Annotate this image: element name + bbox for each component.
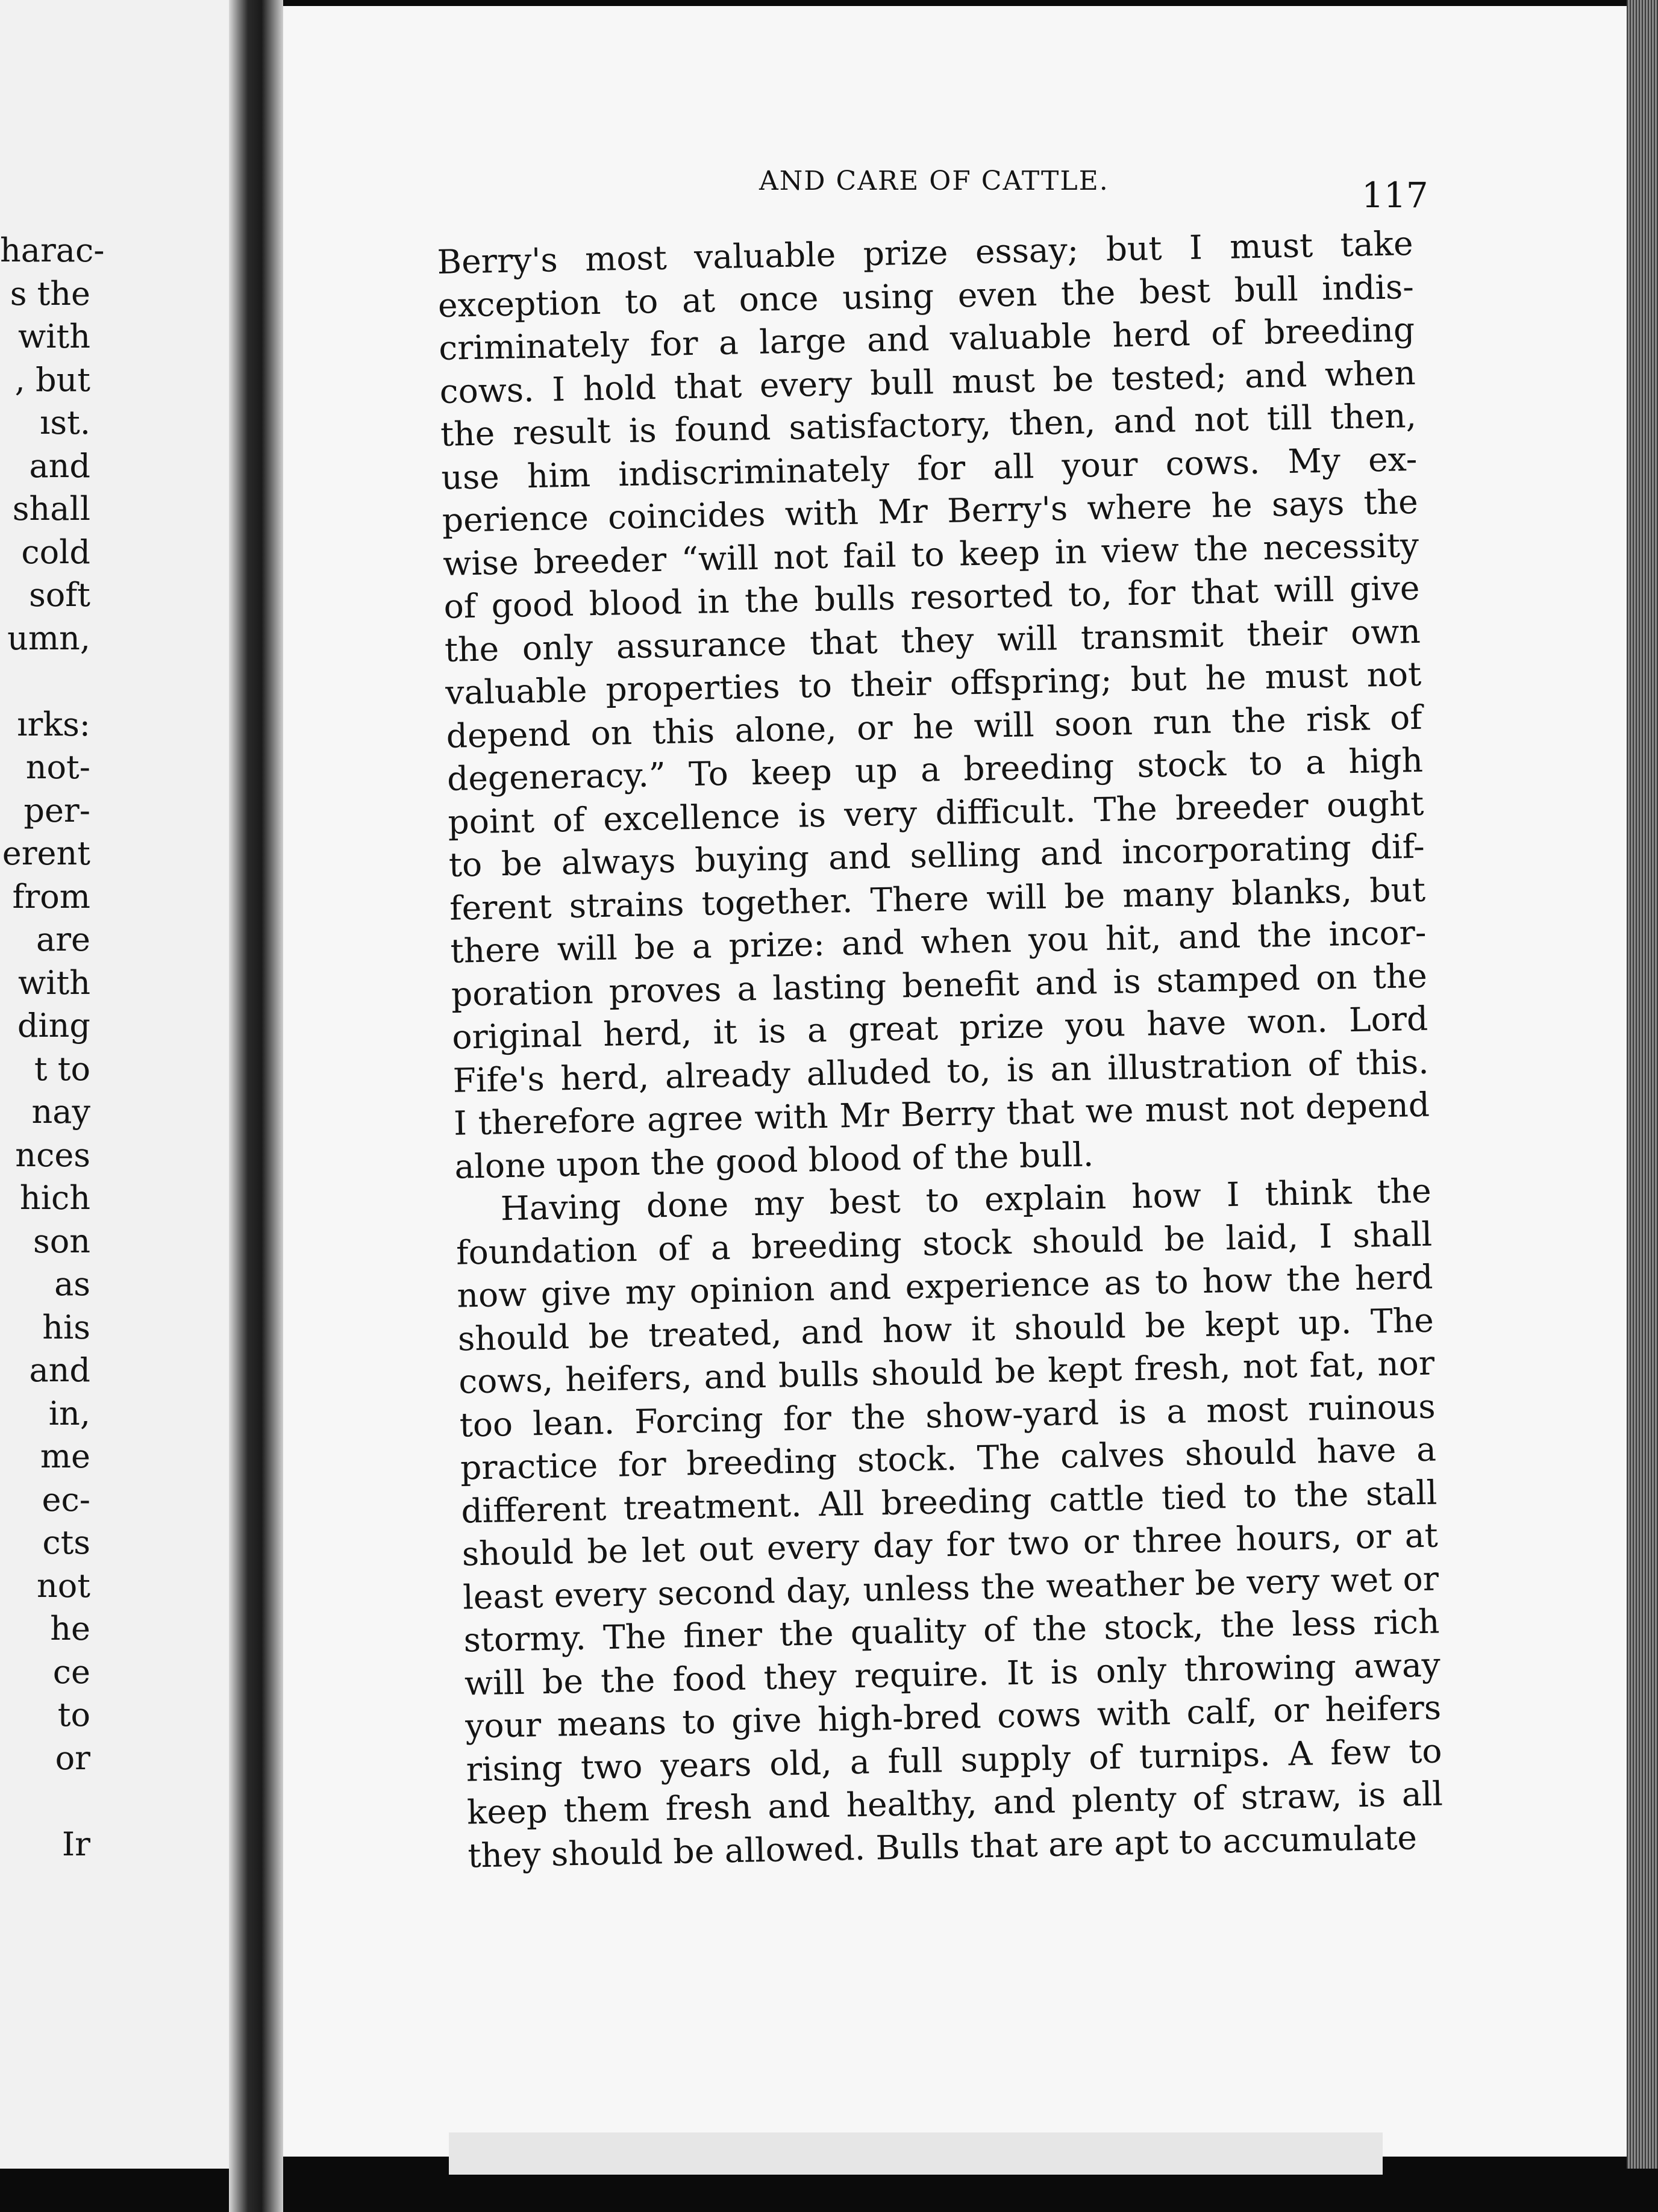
text-line: point of excellence is very difficult. The breeder ought: [447, 784, 1424, 842]
text-line: valuable properties to their offspring; but he must not: [445, 654, 1422, 712]
paragraph: [437, 222, 1431, 1189]
text-line: Berry's most valuable prize essay; but I must take: [437, 223, 1413, 281]
book-gutter: [229, 0, 283, 2212]
left-fragment-line: with: [18, 963, 90, 1002]
text-line: different treatment. All breeding cattle tied to the stall: [460, 1473, 1437, 1531]
left-fragment-line: [0, 660, 90, 703]
left-fragment-line: harac-: [0, 231, 105, 269]
text-line: cows, heifers, and bulls should be kept fresh, not fat, nor: [458, 1343, 1435, 1401]
text-line: too lean. Forcing for the show-yard is a most ruinous: [459, 1387, 1436, 1445]
text-line: now give my opinion and experience as to how the herd: [457, 1257, 1433, 1315]
text-line: poration proves a lasting benefit and is stamped on the: [451, 956, 1428, 1014]
text-line: perience coincides with Mr Berry's where he says the: [442, 482, 1419, 540]
left-fragment-line: not: [37, 1566, 90, 1605]
text-line: should be treated, and how it should be kept up. The: [457, 1301, 1434, 1358]
left-fragment-line: , but: [14, 360, 90, 399]
left-fragment-line: t to: [34, 1049, 90, 1088]
text-line: cows. I hold that every bull must be tested; and when: [439, 353, 1416, 411]
left-fragment-line: with: [18, 317, 90, 355]
left-fragment-line: nces: [15, 1136, 90, 1174]
left-fragment-line: shall: [12, 490, 90, 528]
left-fragment-line: ding: [17, 1007, 90, 1045]
left-fragment-line: in,: [48, 1394, 90, 1432]
running-head: AND CARE OF CATTLE.: [759, 166, 1109, 196]
text-line: wise breeder “will not fail to keep in view the necessity: [442, 525, 1419, 583]
left-fragment-line: ıst.: [40, 404, 90, 442]
bottom-page-edge: [449, 2132, 1383, 2175]
text-line: the result is found satisfactory, then, and not till then,: [440, 396, 1417, 454]
left-fragment-line: son: [33, 1222, 90, 1260]
left-fragment-line: s the: [10, 274, 90, 313]
text-line: I therefore agree with Mr Berry that we must not depend: [453, 1085, 1430, 1143]
text-line: will be the food they require. It is only throwing away: [464, 1645, 1441, 1703]
text-line: should be let out every day for two or three hours, or at: [461, 1516, 1439, 1573]
left-fragment-line: and: [29, 1351, 90, 1389]
left-fragment-line: hich: [19, 1179, 90, 1217]
left-fragment-line: ırks:: [17, 705, 90, 743]
left-fragment-line: to: [57, 1696, 90, 1734]
text-line: there will be a prize: and when you hit, and the incor-: [450, 913, 1427, 970]
left-fragment-line: as: [54, 1265, 90, 1303]
left-fragment-line: his: [42, 1308, 90, 1346]
left-fragment-line: nay: [31, 1093, 90, 1131]
text-line: keep them fresh and healthy, and plenty of straw, is all: [466, 1774, 1444, 1832]
text-line: stormy. The finer the quality of the stock, the less rich: [463, 1602, 1440, 1660]
text-line: your means to give high-bred cows with calf, or heifers: [465, 1688, 1442, 1746]
left-fragment-line: are: [36, 920, 90, 958]
left-fragment-line: or: [55, 1739, 90, 1777]
left-fragment-line: ec-: [42, 1480, 90, 1519]
text-line: they should be allowed. Bulls that are apt to accumulate: [467, 1817, 1418, 1875]
text-line: of good blood in the bulls resorted to, for that will give: [443, 568, 1420, 626]
left-fragment-line: umn,: [7, 619, 90, 657]
text-line: foundation of a breeding stock should be laid, I shall: [455, 1214, 1433, 1272]
text-line: use him indiscriminately for all your cows. My ex-: [440, 439, 1418, 497]
text-line: degeneracy.” To keep up a breeding stock to a high: [446, 740, 1424, 798]
text-line: Having done my best to explain how I think the: [500, 1171, 1432, 1228]
text-line: least every second day, unless the weather be very wet or: [462, 1558, 1439, 1617]
text-line: depend on this alone, or he will soon run the risk of: [446, 698, 1423, 755]
left-fragment-line: from: [12, 877, 90, 916]
body-text: [437, 222, 1444, 1878]
left-fragment-line: cold: [21, 533, 90, 571]
text-line: rising two years old, a full supply of turnips. A few to: [466, 1731, 1443, 1789]
left-fragment-line: and: [29, 446, 90, 485]
text-line: the only assurance that they will transmit their own: [444, 611, 1421, 669]
left-fragment-line: me: [40, 1437, 90, 1475]
left-fragment-line: not-: [25, 748, 90, 786]
page-edges: [1627, 0, 1658, 2169]
text-line: alone upon the good blood of the bull.: [454, 1134, 1094, 1186]
page-number: 117: [1362, 175, 1428, 216]
paragraph: [455, 1170, 1444, 1878]
text-line: Fife's herd, already alluded to, is an illustration of this.: [452, 1042, 1430, 1100]
facing-page-left: [0, 0, 265, 2169]
left-fragment-line: erent: [2, 834, 90, 872]
left-fragment-line: Ir: [61, 1825, 90, 1863]
left-fragment-line: per-: [23, 791, 90, 830]
text-line: practice for breeding stock. The calves should have a: [460, 1429, 1437, 1487]
text-line: to be always buying and selling and incorporating dif-: [448, 826, 1425, 884]
left-fragment-line: ce: [52, 1652, 90, 1691]
text-line: original herd, it is a great prize you have won. Lord: [451, 999, 1428, 1057]
left-fragment-line: he: [50, 1610, 90, 1648]
left-page-text-fragments: [0, 229, 105, 1866]
text-line: criminately for a large and valuable herd of breeding: [438, 310, 1415, 367]
text-line: exception to at once using even the best bull indis-: [437, 267, 1415, 325]
left-fragment-line: soft: [29, 576, 90, 614]
left-fragment-line: [0, 1779, 90, 1823]
left-fragment-line: cts: [42, 1523, 90, 1561]
text-line: ferent strains together. There will be many blanks, but: [449, 870, 1426, 928]
